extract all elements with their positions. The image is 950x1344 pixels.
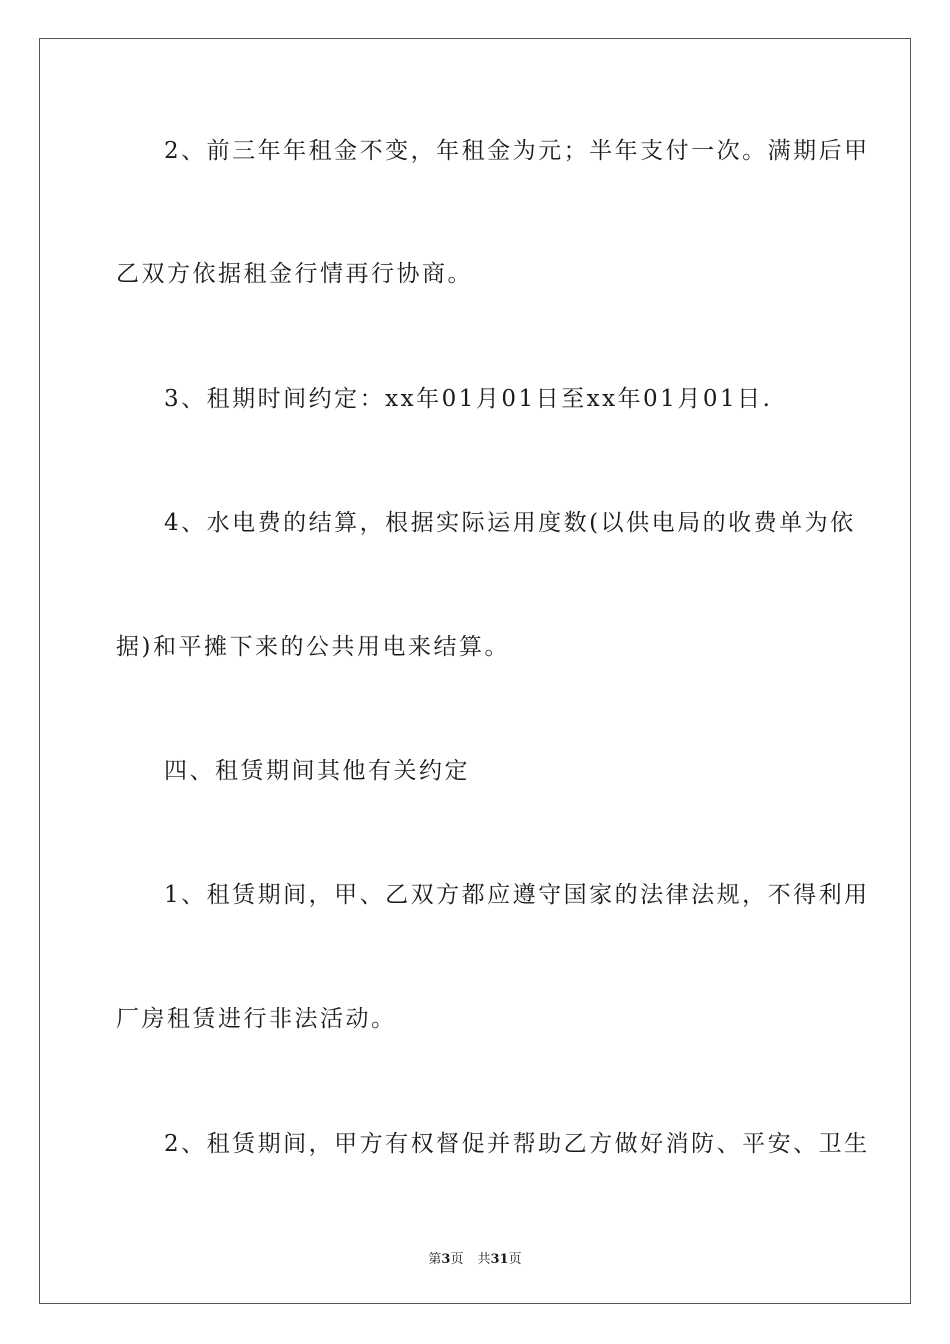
paragraph-line: 4、水电费的结算，根据实际运用度数(以供电局的收费单为依: [164, 510, 856, 536]
footer-page-number: 3: [441, 1252, 451, 1267]
paragraph-line: 厂房租赁进行非法活动。: [116, 1006, 397, 1032]
footer-total-suffix: 页: [508, 1252, 522, 1267]
footer-page-prefix: 第: [428, 1252, 442, 1267]
paragraph-line: 乙双方依据租金行情再行协商。: [116, 261, 473, 287]
paragraph-line: 2、租赁期间，甲方有权督促并帮助乙方做好消防、平安、卫生: [164, 1131, 870, 1157]
footer-page-suffix: 页: [450, 1252, 464, 1267]
paragraph-line: 据)和平摊下来的公共用电来结算。: [116, 634, 510, 660]
paragraph-line: 1、租赁期间，甲、乙双方都应遵守国家的法律法规，不得利用: [164, 882, 870, 908]
paragraph-line: 2、前三年年租金不变，年租金为元；半年支付一次。满期后甲: [164, 138, 870, 164]
paragraph-line: 3、租期时间约定：xx年01月01日至xx年01月01日.: [164, 386, 773, 412]
footer-total-pages: 31: [490, 1252, 509, 1267]
page-footer: [0, 1248, 950, 1267]
footer-total-prefix: 共: [477, 1252, 491, 1267]
section-heading: 四、租赁期间其他有关约定: [164, 758, 470, 784]
page-border: [39, 38, 911, 1304]
